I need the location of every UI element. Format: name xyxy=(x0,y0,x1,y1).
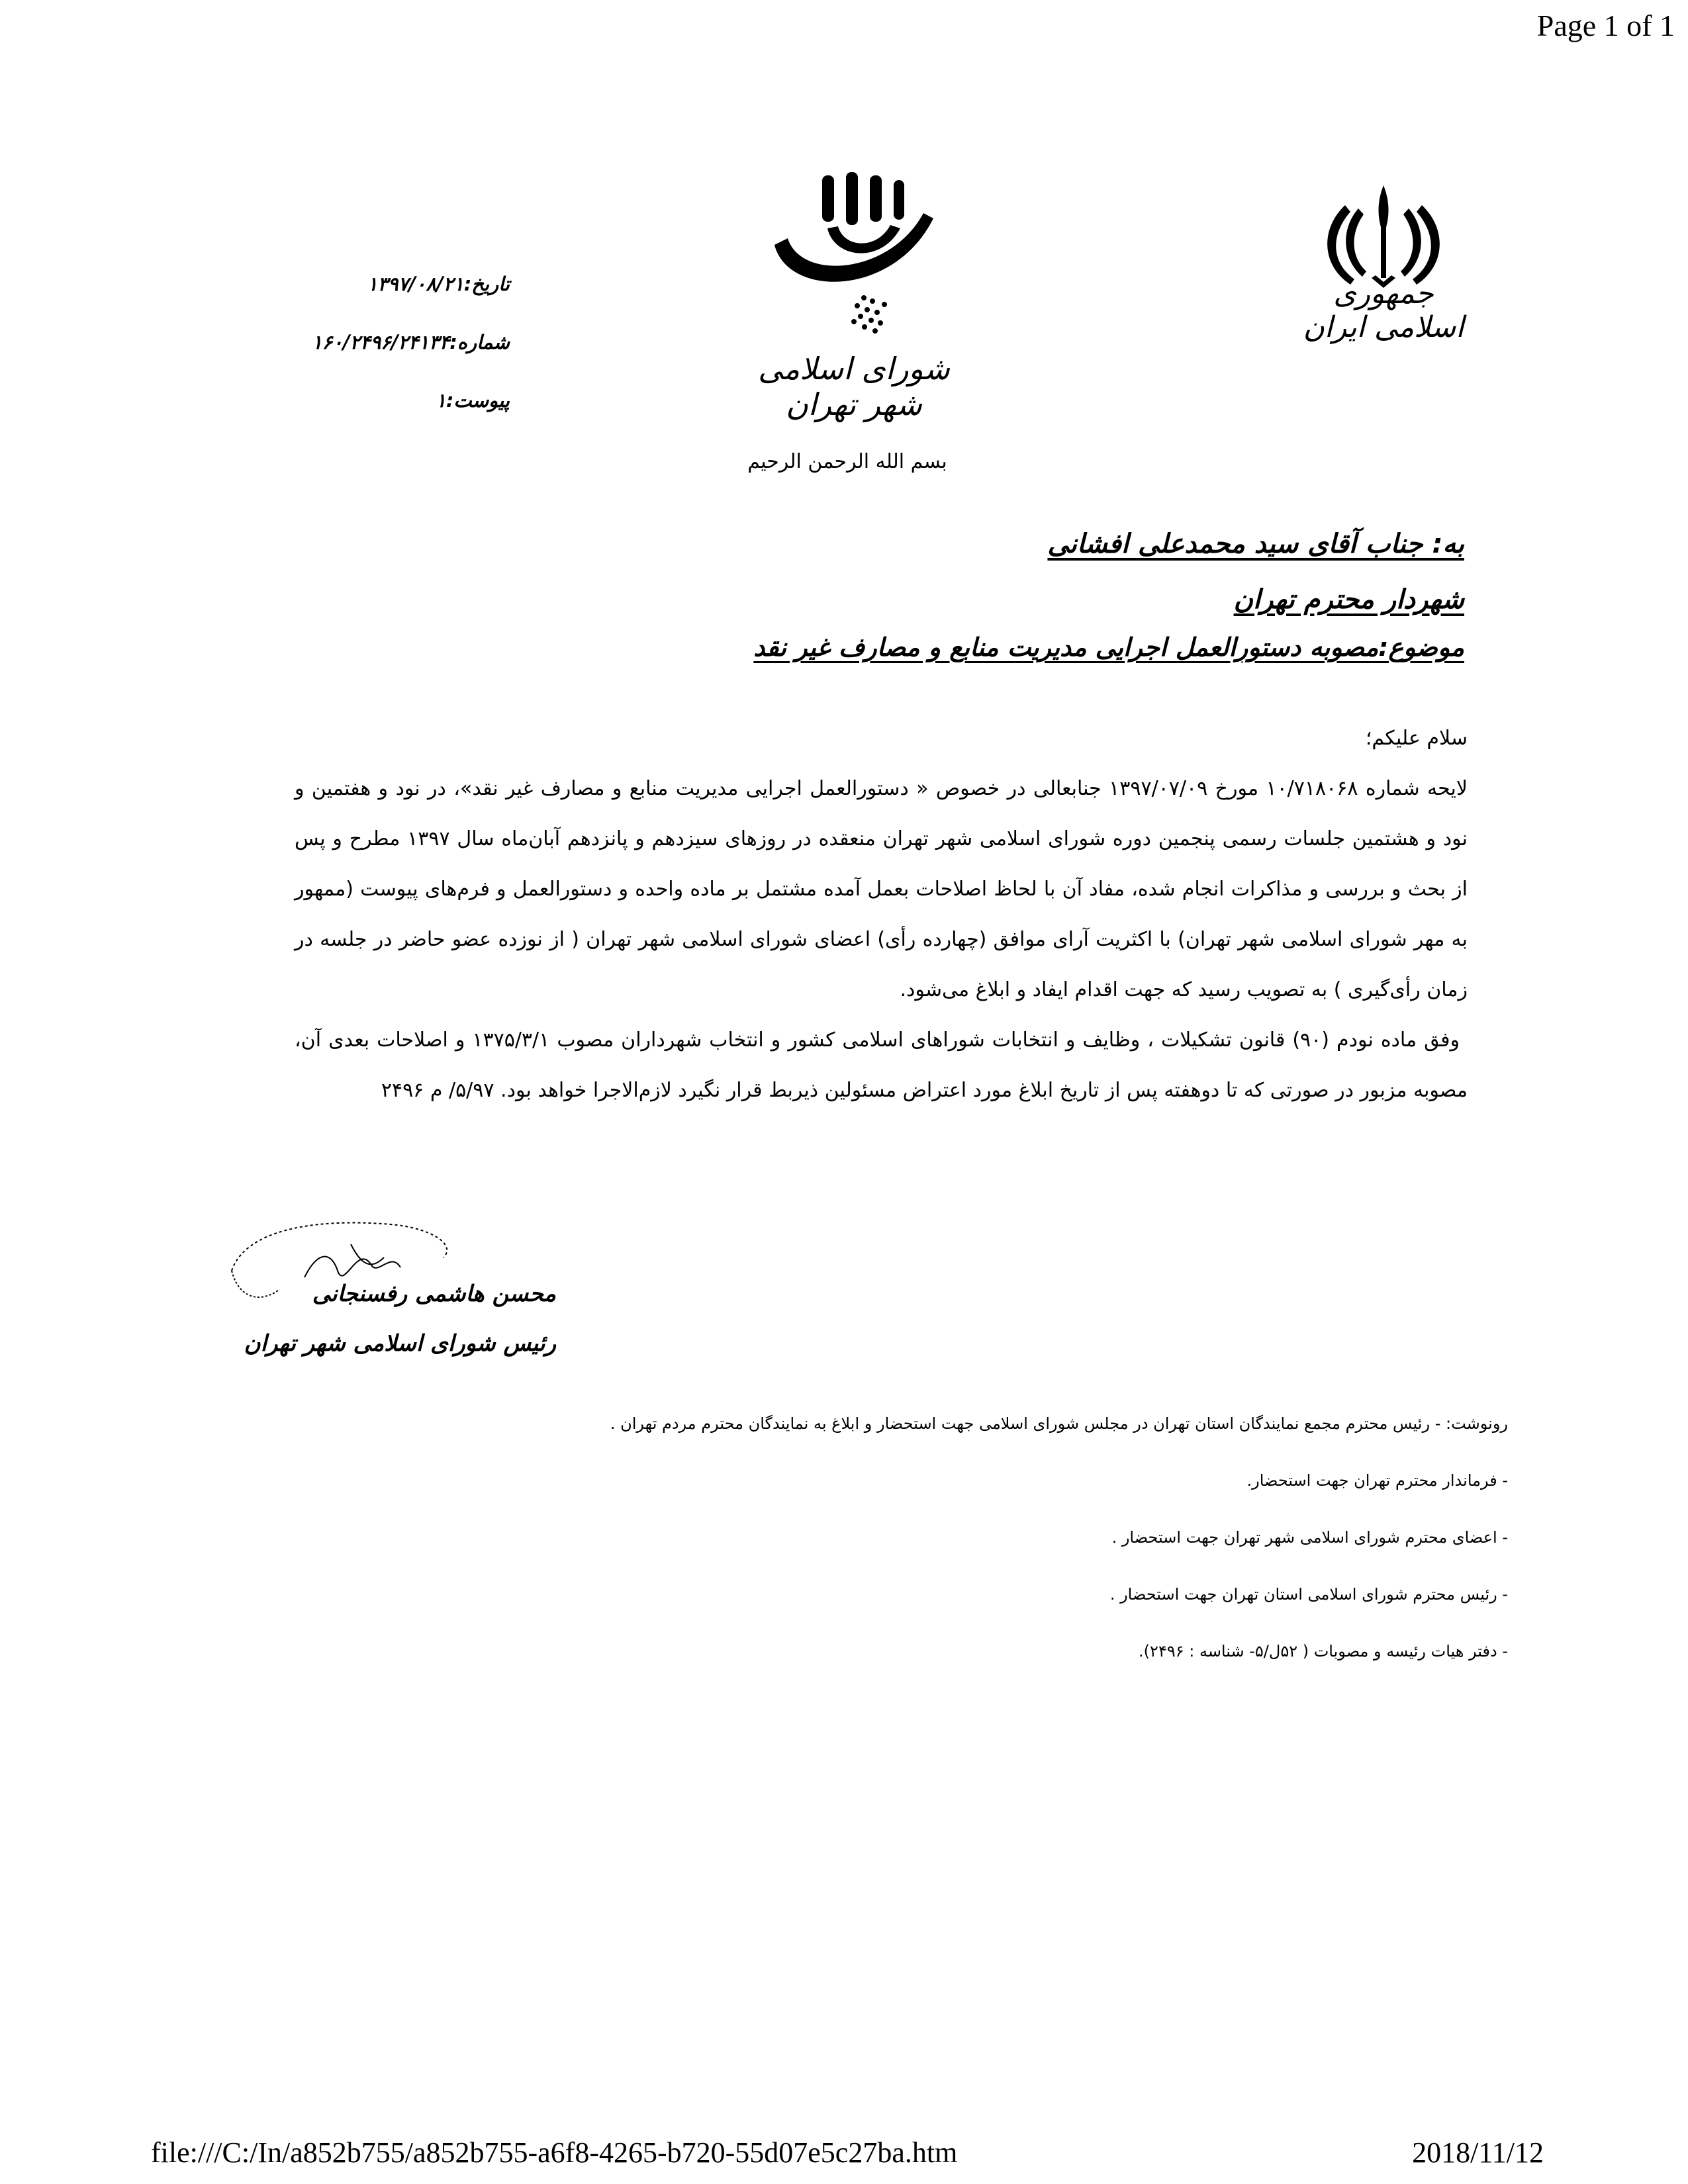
letter-number: شماره:۱۶۰/۲۴۹۶/۲۴۱۳۴ xyxy=(312,331,510,353)
cc-item: رونوشت: - رئیس محترم مجمع نمایندگان استان تهران در مجلس شورای اسلامی جهت استحضار و ابلاغ به نمایندگان محترم مردم تهران . xyxy=(610,1414,1508,1433)
signatory-name: محسن هاشمی رفسنجانی xyxy=(312,1281,556,1307)
letter-date: تاریخ:۱۳۹۷/۰۸/۲۱ xyxy=(367,273,510,295)
cc-item: - دفتر هیات رئیسه و مصوبات ( ۵۲ل/۵- شناسه : ۲۴۹۶). xyxy=(1139,1642,1508,1661)
signature-icon xyxy=(218,1205,536,1337)
letter-attachment: پیوست:۱ xyxy=(436,389,510,412)
emblem-caption: جمهوری اسلامی ایران xyxy=(1303,277,1464,344)
recipient-title: شهردار محترم تهران xyxy=(1233,584,1464,615)
signatory-title: رئیس شورای اسلامی شهر تهران xyxy=(244,1330,556,1357)
cc-item: - اعضای محترم شورای اسلامی شهر تهران جهت استحضار . xyxy=(1111,1528,1508,1547)
footer-date: 2018/11/12 xyxy=(1412,2136,1544,2169)
cc-item: - رئیس محترم شورای اسلامی استان تهران جهت استحضار . xyxy=(1109,1585,1508,1604)
council-logo-icon xyxy=(748,165,960,364)
letter-body xyxy=(295,713,1468,1116)
body-paragraph-1: لایحه شماره ۱۰/۷۱۸۰۶۸ مورخ ۱۳۹۷/۰۷/۰۹ جنابعالی در خصوص « دستورالعمل اجرایی مدیریت منابع و مصارف غیر نقد»، در نود و هفتمین و نود و هشتمین جلسات رسمی پنجمین دوره شورای اسلامی شهر تهران منعقده در روزهای سیزدهم و پانزدهم آبان‌ماه سال ۱۳۹۷ مطرح و پس از بحث و بررسی و مذاکرات انجام شده، مفاد آن با لحاظ اصلاحات بعمل آمده مشتمل بر ماده واحده و دستورالعمل و فرم‌های پیوست (ممهور به مهر شورای اسلامی شهر تهران) با اکثریت آرای موافق (چهارده رأی) اعضای شورای اسلامی شهر تهران ( از نوزده عضو حاضر در جلسه در زمان رأی‌گیری ) به تصویب رسید که جهت اقدام ایفاد و ابلاغ می‌شود. xyxy=(295,777,1468,1001)
recipient-block xyxy=(1047,516,1464,627)
basmala: بسم الله الرحمن الرحیم xyxy=(747,450,947,473)
cc-list xyxy=(503,1395,1508,1680)
greeting: سلام علیکم؛ xyxy=(1365,727,1468,750)
footer-file-path: file:///C:/In/a852b755/a852b755-a6f8-4265-b720-55d07e5c27ba.htm xyxy=(151,2136,958,2169)
cc-item: - فرماندار محترم تهران جهت استحضار. xyxy=(1246,1471,1508,1490)
recipient-name: به: جناب آقای سید محمدعلی افشانی xyxy=(1047,529,1464,559)
council-logo-caption: شورای اسلامی شهر تهران xyxy=(758,351,950,422)
letter-subject: موضوع:مصوبه دستورالعمل اجرایی مدیریت منابع و مصارف غیر نقد xyxy=(753,633,1464,662)
body-paragraph-2: وفق ماده نودم (۹۰) قانون تشکیلات ، وظایف و انتخابات شوراهای اسلامی کشور و انتخاب شهرداران مصوب ۱۳۷۵/۳/۱ و اصلاحات بعدی آن، مصوبه مزبور در صورتی که تا دوهفته پس از تاریخ ابلاغ مورد اعتراض مسئولین ذیربط قرار نگیرد لازم‌الاجرا خواهد بود. ۵/۹۷/ م ۲۴۹۶ xyxy=(295,1028,1468,1102)
letter-meta xyxy=(232,255,510,430)
page-label: Page 1 of 1 xyxy=(1536,9,1675,42)
